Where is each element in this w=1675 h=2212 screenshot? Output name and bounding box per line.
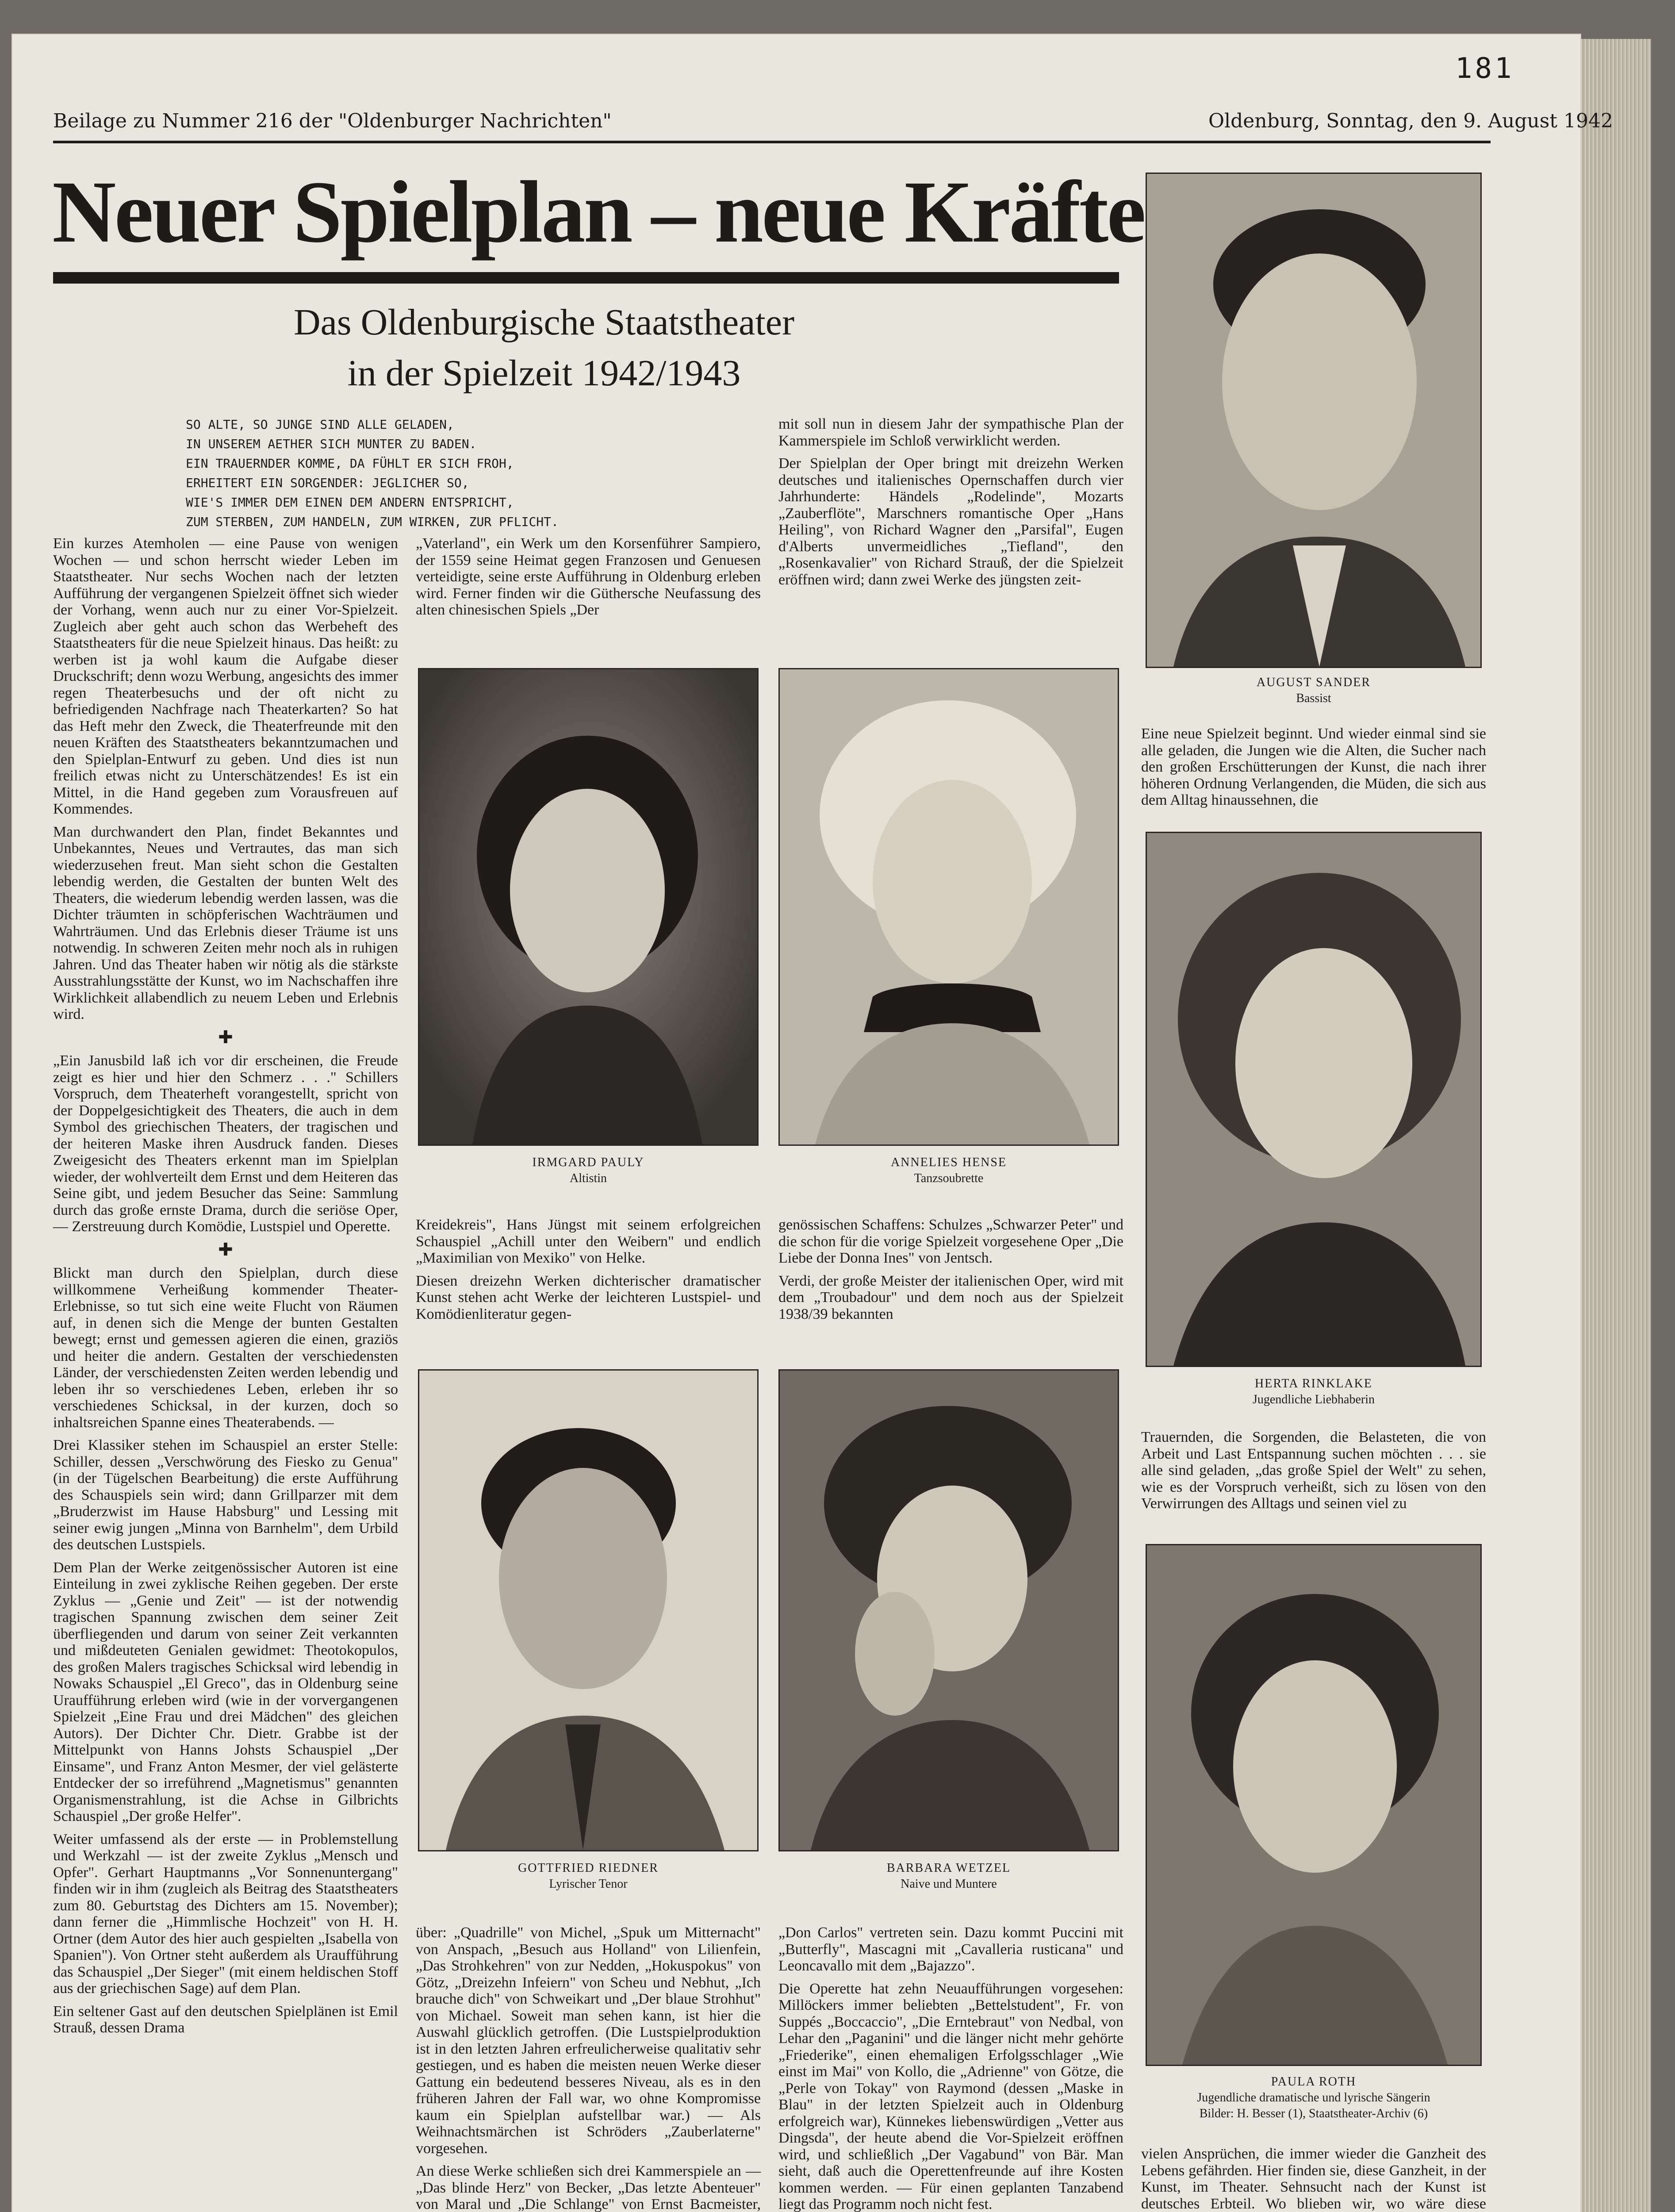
article-paragraph: „Vaterland", ein Werk um den Korsenführer Sampiero, der 1559 seine Heimat gegen Franzosen und Genuesen verteidigte, seine erste Aufführung in Oldenburg erleben wird. Ferner finden wir die Güthersche Neufassung des alten chinesischen Spiels „Der: [416, 535, 761, 618]
article-column-right-top: [778, 416, 1123, 594]
article-paragraph: „Don Carlos" vertreten sein. Dazu kommt Puccini mit „Butterfly", Mascagni mit „Cavalleria rusticana" und Leoncavallo mit dem „Bajazzo".: [778, 1924, 1123, 1974]
article-paragraph: An diese Werke schließen sich drei Kammerspiele an — „Das blinde Herz" von Becker, „Das letzte Abenteuer" von Maral und „Die Schlange" von Ernst Bacmeister,: [416, 2163, 761, 2212]
caption-role: Naive und Muntere: [901, 1877, 997, 1891]
caption-name: GOTTFRIED RIEDNER: [518, 1861, 659, 1875]
caption-name: AUGUST SANDER: [1256, 676, 1371, 689]
book-page-edges: [1580, 39, 1651, 2212]
caption-irmgard-pauly: [418, 1155, 759, 1187]
article-paragraph: Blickt man durch den Spielplan, durch diese willkommene Verheißung kommender Theater-Erlebnisse, so tut sich eine weite Flucht von Räumen auf, in denen sich die Menge der bunten Gestalten bewegt; ernst und gemessen agieren die einen, graziös und heiter die andern. Gestalten der verschiedensten Länder, der verschiedensten Zeiten werden lebendig und leben ihr so verschiedenes Leben, erleben ihr so verschiedenes Schicksal, in der kurzen, doch so inhaltsreichen Spanne eines Theaterabends. —: [53, 1265, 398, 1431]
article-paragraph: mit soll nun in diesem Jahr der sympathische Plan der Kammerspiele im Schloß verwirklicht werden.: [778, 416, 1123, 449]
article-column-far-right-1: [1141, 726, 1486, 815]
article-paragraph: Diesen dreizehn Werken dichterischer dramatischer Kunst stehen acht Werke der leichteren Lustspiel- und Komödienliteratur gegen-: [416, 1272, 761, 1322]
poem-line: WIE'S IMMER DEM EINEN DEM ANDERN ENTSPRICHT,: [186, 495, 514, 510]
poem-line: ERHEITERT EIN SORGENDER: JEGLICHER SO,: [186, 476, 469, 490]
portrait-august-sander: [1146, 173, 1482, 668]
portrait-image: [1147, 174, 1480, 667]
article-column-far-right-3: [1141, 2146, 1486, 2212]
portrait-image: [780, 1371, 1118, 1850]
article-paragraph: vielen Ansprüchen, die immer wieder die Ganzheit des Lebens gefährden. Hier finden sie, diese Ganzheit, in der Kunst, im Theater. Sehnsucht nach der Kunst ist deutsches Erbteil. Wo blieben wir, wo wäre diese: [1141, 2146, 1486, 2212]
article-paragraph: Man durchwandert den Plan, findet Bekanntes und Unbekanntes, Neues und Vertrautes, das man sich wiederzusehen freut. Man sieht schon die Gestalten lebendig werden, die Gestalten der bunten Welt des Theaters, die wiederum lebendig werden lassen, was die Dichter träumten in schöpferischen Wachträumen und Wahrträumen. Und das Erlebnis dieser Träume ist uns notwendig. In schweren Zeiten mehr noch als in ruhigen Jahren. Und das Theater haben wir nötig als die stärkste Ausstrahlungsstätte der Kunst, wo im Nachschaffen ihre Wirklichkeit allabendlich zu neuem Leben und Erlebnis wird.: [53, 823, 398, 1022]
poem-line: SO ALTE, SO JUNGE SIND ALLE GELADEN,: [186, 417, 454, 432]
portrait-image: [419, 669, 757, 1144]
article-column-mid-middle: [416, 1217, 761, 1329]
article-paragraph: genössischen Schaffens: Schulzes „Schwarzer Peter" und die schon für die vorige Spielzeit vorgesehene Oper „Die Liebe der Donna Ines" von Jentsch.: [778, 1217, 1123, 1266]
caption-role: Lyrischer Tenor: [549, 1877, 628, 1891]
page-number: 181: [1455, 52, 1514, 85]
portrait-image: [419, 1371, 757, 1850]
section-ornament: ✚: [218, 1027, 233, 1047]
portrait-barbara-wetzel: [778, 1369, 1119, 1851]
article-column-right-bottom: [778, 1924, 1123, 2212]
caption-name: HERTA RINKLAKE: [1255, 1377, 1372, 1390]
caption-name: IRMGARD PAULY: [532, 1156, 644, 1169]
article-column-mid-top: [416, 535, 761, 625]
caption-name: BARBARA WETZEL: [886, 1861, 1011, 1875]
caption-paula-roth: [1146, 2074, 1482, 2122]
article-paragraph: Drei Klassiker stehen im Schauspiel an erster Stelle: Schiller, dessen „Verschwörung des Fiesko zu Genua" (in der Tügelschen Bearbeitung) die erste Aufführung des Schauspiels sein wird; dann Grillparzer mit dem „Bruderzwist im Hause Habsburg" und Lessing mit seiner ewig jungen „Minna von Barnhelm", dem Urbild des deutschen Lustspiels.: [53, 1437, 398, 1553]
portrait-gottfried-riedner: [418, 1369, 759, 1851]
caption-role: Jugendliche dramatische und lyrische Sängerin: [1197, 2091, 1430, 2104]
caption-role: Altistin: [569, 1171, 607, 1185]
header-dateline: Oldenburg, Sonntag, den 9. August 1942: [1208, 110, 1613, 132]
article-paragraph: Eine neue Spielzeit beginnt. Und wieder einmal sind sie alle geladen, die Jungen wie die Alten, die Sucher nach den großen Erschütterungen der Kunst, die nach ihrer höheren Ordnung Verlangenden, die Müden, die sich aus dem Alltag hinaussehnen, die: [1141, 726, 1486, 808]
epigraph-poem: [186, 415, 559, 532]
headline: Neuer Spielplan – neue Kräfte: [52, 163, 1145, 261]
poem-line: ZUM STERBEN, ZUM HANDELN, ZUM WIRKEN, ZUR PFLICHT.: [186, 515, 559, 529]
caption-herta-rinklake: [1146, 1376, 1482, 1408]
caption-barbara-wetzel: [778, 1860, 1119, 1892]
article-paragraph: über: „Quadrille" von Michel, „Spuk um Mitternacht" von Anspach, „Besuch aus Holland" von Lilienfein, „Das Strohkehren" von zur Nedden, „Hokuspokus" von Götz, „Dreizehn Infeiern" von Scheu und Nebhut, „Ich brauche dich" von Schweikart und „Der blaue Strohhut" von Michael. Soweit man sehen kann, ist hier die Auswahl glücklich getroffen. (Die Lustspielproduktion ist in den letzten Jahren erfreulicherweise qualitativ sehr gestiegen, und es haben die meisten neuen Werke dieser Gattung ein bedeutend besseres Niveau, als es in den früheren Jahren der Fall war, wo ohne Kompromisse kaum ein Spielplan aufstellbar war.) — Als Weihnachtsmärchen ist Schröders „Zauberlaterne" vorgesehen.: [416, 1924, 761, 2157]
caption-role: Jugendliche Liebhaberin: [1252, 1393, 1375, 1406]
portrait-paula-roth: [1146, 1544, 1482, 2066]
caption-annelies-hense: [778, 1155, 1119, 1187]
article-paragraph: Kreidekreis", Hans Jüngst mit seinem erfolgreichen Schauspiel „Achill unter den Weibern" und endlich „Maximilian von Mexiko" von Helke.: [416, 1217, 761, 1266]
portrait-image: [1147, 1545, 1480, 2065]
portrait-herta-rinklake: [1146, 832, 1482, 1367]
portrait-irmgard-pauly: [418, 668, 759, 1146]
article-column-right-middle: [778, 1217, 1123, 1329]
caption-gottfried-riedner: [418, 1860, 759, 1892]
article-paragraph: Die Operette hat zehn Neuaufführungen vorgesehen: Millöckers immer beliebten „Bettelstudent", Fr. von Suppés „Boccaccio", „Die Erntebraut" von Nedbal, von Lehar den „Paganini" und die länger nicht mehr gehörte „Friederike", einen ehemaligen Erfolgsschlager „Wie einst im Mai" von Kollo, die „Adrienne" von Götze, die „Perle von Tokay" von Raymond (dessen „Maske in Blau" in der letzten Spielzeit auch in Oldenburg erfolgreich war), Künnekes liebenswürdigen „Vetter aus Dingsda", der heute abend die Vor-Spielzeit eröffnen wird, und schließlich „Der Vagabund" von Bär. Man sieht, daß auch die Operettenfreunde auf ihre Kosten kommen werden. — Für einen geplanten Tanzabend liegt das Programm noch nicht fest.: [778, 1980, 1123, 2212]
caption-name: PAULA ROTH: [1271, 2075, 1357, 2089]
portrait-image: [780, 669, 1118, 1144]
article-column-left: [53, 535, 398, 2043]
article-paragraph: Dem Plan der Werke zeitgenössischer Autoren ist eine Einteilung in zwei zyklische Reihen gegeben. Der erste Zyklus — „Genie und Zeit" — ist der notwendig tragischen Spannung zwischen dem seiner Zeit überfliegenden und darum von seiner Zeit verkannten und mißdeuteten Genialen gewidmet: Theotokopulos, des großen Malers tragisches Schicksal wird lebendig in Nowaks Schauspiel „El Greco", das in Oldenburg seine Uraufführung erleben wird (wie in der vorvergangenen Spielzeit „Eine Frau und drei Mädchen" des gleichen Autors). Der Dichter Chr. Dietr. Grabbe ist der Mittelpunkt von Hanns Johsts Schauspiel „Der Einsame", und Franz Anton Mesmer, der viel gelästerte Entdecker der so irreführend „Magnetismus" genannten Organismenstrahlung, ist die Achse in Gilbrichts Schauspiel „Der große Helfer".: [53, 1559, 398, 1824]
article-paragraph: Verdi, der große Meister der italienischen Oper, wird mit dem „Troubadour" und dem noch aus der Spielzeit 1938/39 bekannten: [778, 1272, 1123, 1322]
caption-role: Bassist: [1296, 691, 1331, 705]
header-supplement-note: Beilage zu Nummer 216 der "Oldenburger Nachrichten": [53, 110, 612, 132]
caption-august-sander: [1146, 675, 1482, 707]
poem-line: EIN TRAUERNDER KOMME, DA FÜHLT ER SICH FROH,: [186, 456, 514, 471]
poem-line: IN UNSEREM AETHER SICH MUNTER ZU BADEN.: [186, 437, 477, 451]
article-paragraph: Ein kurzes Atemholen — eine Pause von wenigen Wochen — und schon herrscht wieder Leben im Staatstheater. Nur sechs Wochen nach der letzten Aufführung der vergangenen Spielzeit öffnet sich wieder der Vorhang, wenn auch nur zu einer Vor-Spielzeit. Zugleich aber geht auch schon das Werbeheft des Staatstheaters für die neue Spielzeit hinaus. Das heißt: zu werben ist ja wohl kaum die Aufgabe dieser Druckschrift; denn wozu Werbung, angesichts des immer regen Theaterbesuchs und der oft nicht zu befriedigenden Nachfrage nach Theaterkarten? So hat das Heft mehr den Zweck, die Theaterfreunde mit den neuen Kräften des Staatstheaters bekanntzumachen und den Spielplan-Entwurf zu geben. Und dies ist nun freilich etwas nicht zu Unterschätzendes! Es ist ein Mittel, in die Hand gegeben zum Vorausfreuen auf Kommendes.: [53, 535, 398, 817]
section-ornament: ✚: [218, 1239, 233, 1260]
caption-role: Tanzsoubrette: [914, 1171, 984, 1185]
portrait-image: [1147, 833, 1480, 1366]
article-column-mid-bottom: [416, 1924, 761, 2212]
caption-name: ANNELIES HENSE: [890, 1156, 1007, 1169]
photo-credits: Bilder: H. Besser (1), Staatstheater-Archiv (6): [1199, 2107, 1428, 2120]
header-rule: [53, 141, 1491, 143]
subheadline-line-2: in der Spielzeit 1942/1943: [347, 353, 741, 394]
article-paragraph: „Ein Janusbild laß ich vor dir erscheinen, die Freude zeigt es hier und hier den Schmerz . . ." Schillers Vorspruch, dem Theaterheft vorangestellt, spricht von der Doppelgesichtigkeit des Theaters, die auch in dem Symbol des griechischen Theaters, der tragischen und der heiteren Maske ihren Ausdruck fanden. Dieses Zweigesicht des Theaters erkennt man im Spielplan wieder, der wohlverteilt dem Ernst und dem Heiteren das Seine gibt, und jedem Besucher das Seine: Sammlung durch das große ernste Drama, durch die seriöse Oper, — Zerstreuung durch Komödie, Lustspiel und Operette.: [53, 1052, 398, 1235]
article-column-far-right-2: [1141, 1429, 1486, 1518]
subheadline-line-1: Das Oldenburgische Staatstheater: [293, 302, 795, 343]
article-paragraph: Weiter umfassend als der erste — in Problemstellung und Werkzahl — ist der zweite Zyklus „Mensch und Opfer". Gerhart Hauptmanns „Vor Sonnenuntergang" finden wir in ihm (zugleich als Beitrag des Staatstheaters zum 80. Geburtstag des Dichters am 15. November); dann ferner die „Himmlische Hochzeit" von H. H. Ortner (dem Autor des hier auch gespielten „Isabella von Spanien"). Von Ortner steht außerdem als Uraufführung das Schauspiel „Der Sieger" (mit einem heldischen Stoff aus der griechischen Sage) auf dem Plan.: [53, 1831, 398, 1997]
article-paragraph: Trauernden, die Sorgenden, die Belasteten, die von Arbeit und Last Entspannung suchen möchten . . . sie alle sind geladen, „das große Spiel der Welt" zu sehen, wie es der Vorspruch verheißt, sich zu lösen von den Verwirrungen des Alltags und seinen viel zu: [1141, 1429, 1486, 1512]
article-paragraph: Der Spielplan der Oper bringt mit dreizehn Werken deutsches und italienisches Opernschaffen durch vier Jahrhunderte: Händels „Rodelinde", Mozarts „Zauberflöte", Marschners romantische Oper „Hans Heiling", von Richard Wagner den „Parsifal", Eugen d'Alberts unvermeidliches „Tiefland", den „Rosenkavalier" von Richard Strauß, der die Spielzeit eröffnen wird; dann zwei Werke des jüngsten zeit-: [778, 455, 1123, 588]
headline-rule: [53, 272, 1119, 284]
portrait-annelies-hense: [778, 668, 1119, 1146]
article-paragraph: Ein seltener Gast auf den deutschen Spielplänen ist Emil Strauß, dessen Drama: [53, 2003, 398, 2036]
